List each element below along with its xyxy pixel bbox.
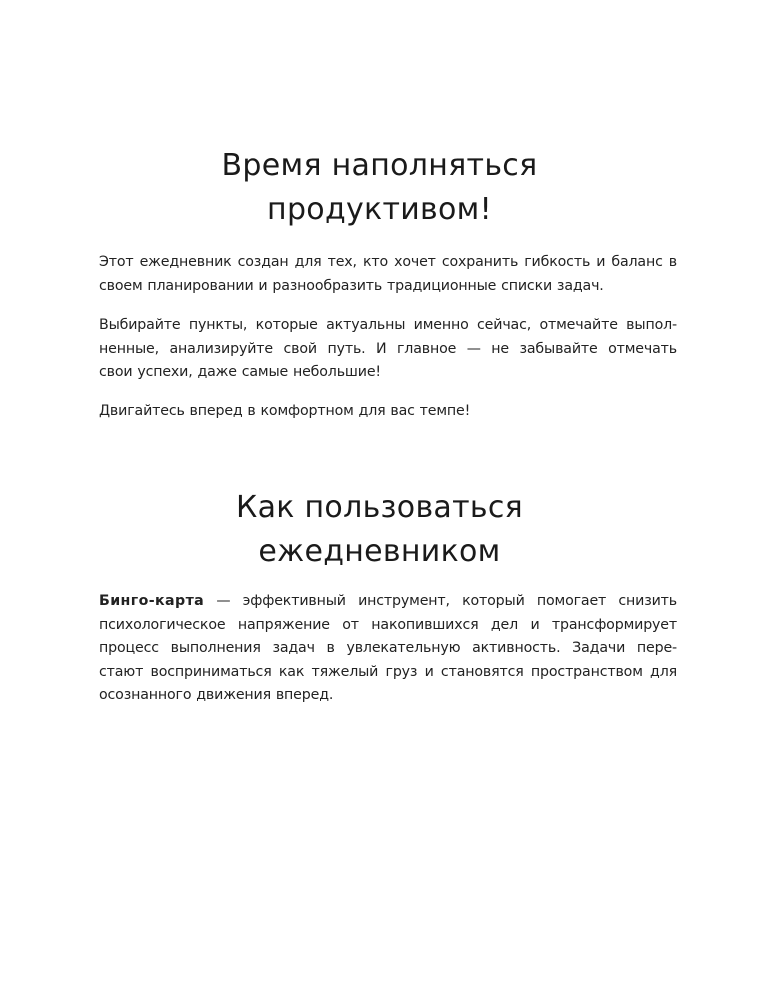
paragraph-line: свои успехи, даже самые небольшие!: [99, 364, 381, 380]
choose-items-paragraph: [99, 314, 677, 385]
paragraph-line: стают восприниматься как тяжелый груз и становятся пространством для: [99, 663, 677, 680]
bingo-card-paragraph: [99, 590, 677, 708]
title-line: Время наполняться: [221, 148, 538, 183]
section-title-productive: [0, 144, 759, 232]
paragraph-line: процесс выполнения задач в увлекательную активность. Задачи пере-: [99, 640, 677, 656]
paragraph-line: [99, 590, 677, 614]
title-line: Как пользоваться: [235, 490, 524, 525]
paragraph-line: Двигайтесь вперед в комфортном для вас темпе!: [99, 403, 471, 419]
section-title-how-to-use: [0, 486, 759, 574]
paragraph-line: своем планировании и разнообразить традиционные списки задач.: [99, 277, 604, 294]
title-line: ежедневником: [258, 534, 501, 569]
paragraph-text: — эффективный инструмент, который помогает снизить: [204, 593, 677, 609]
paragraph-line: ненные, анализируйте свой путь. И главное — не забывайте отмечать: [99, 340, 677, 357]
bingo-card-term: Бинго-карта: [99, 593, 205, 609]
move-forward-paragraph: [99, 400, 677, 424]
paragraph-line: осознанного движения вперед.: [99, 687, 334, 703]
title-line: продуктивом!: [267, 192, 492, 227]
intro-paragraph: [99, 251, 677, 298]
paragraph-line: психологическое напряжение от накопившихся дел и трансформирует: [99, 616, 677, 633]
paragraph-line: Выбирайте пункты, которые актуальны именно сейчас, отмечайте выпол-: [99, 317, 677, 333]
paragraph-line: Этот ежедневник создан для тех, кто хочет сохранить гибкость и баланс в: [99, 254, 677, 270]
